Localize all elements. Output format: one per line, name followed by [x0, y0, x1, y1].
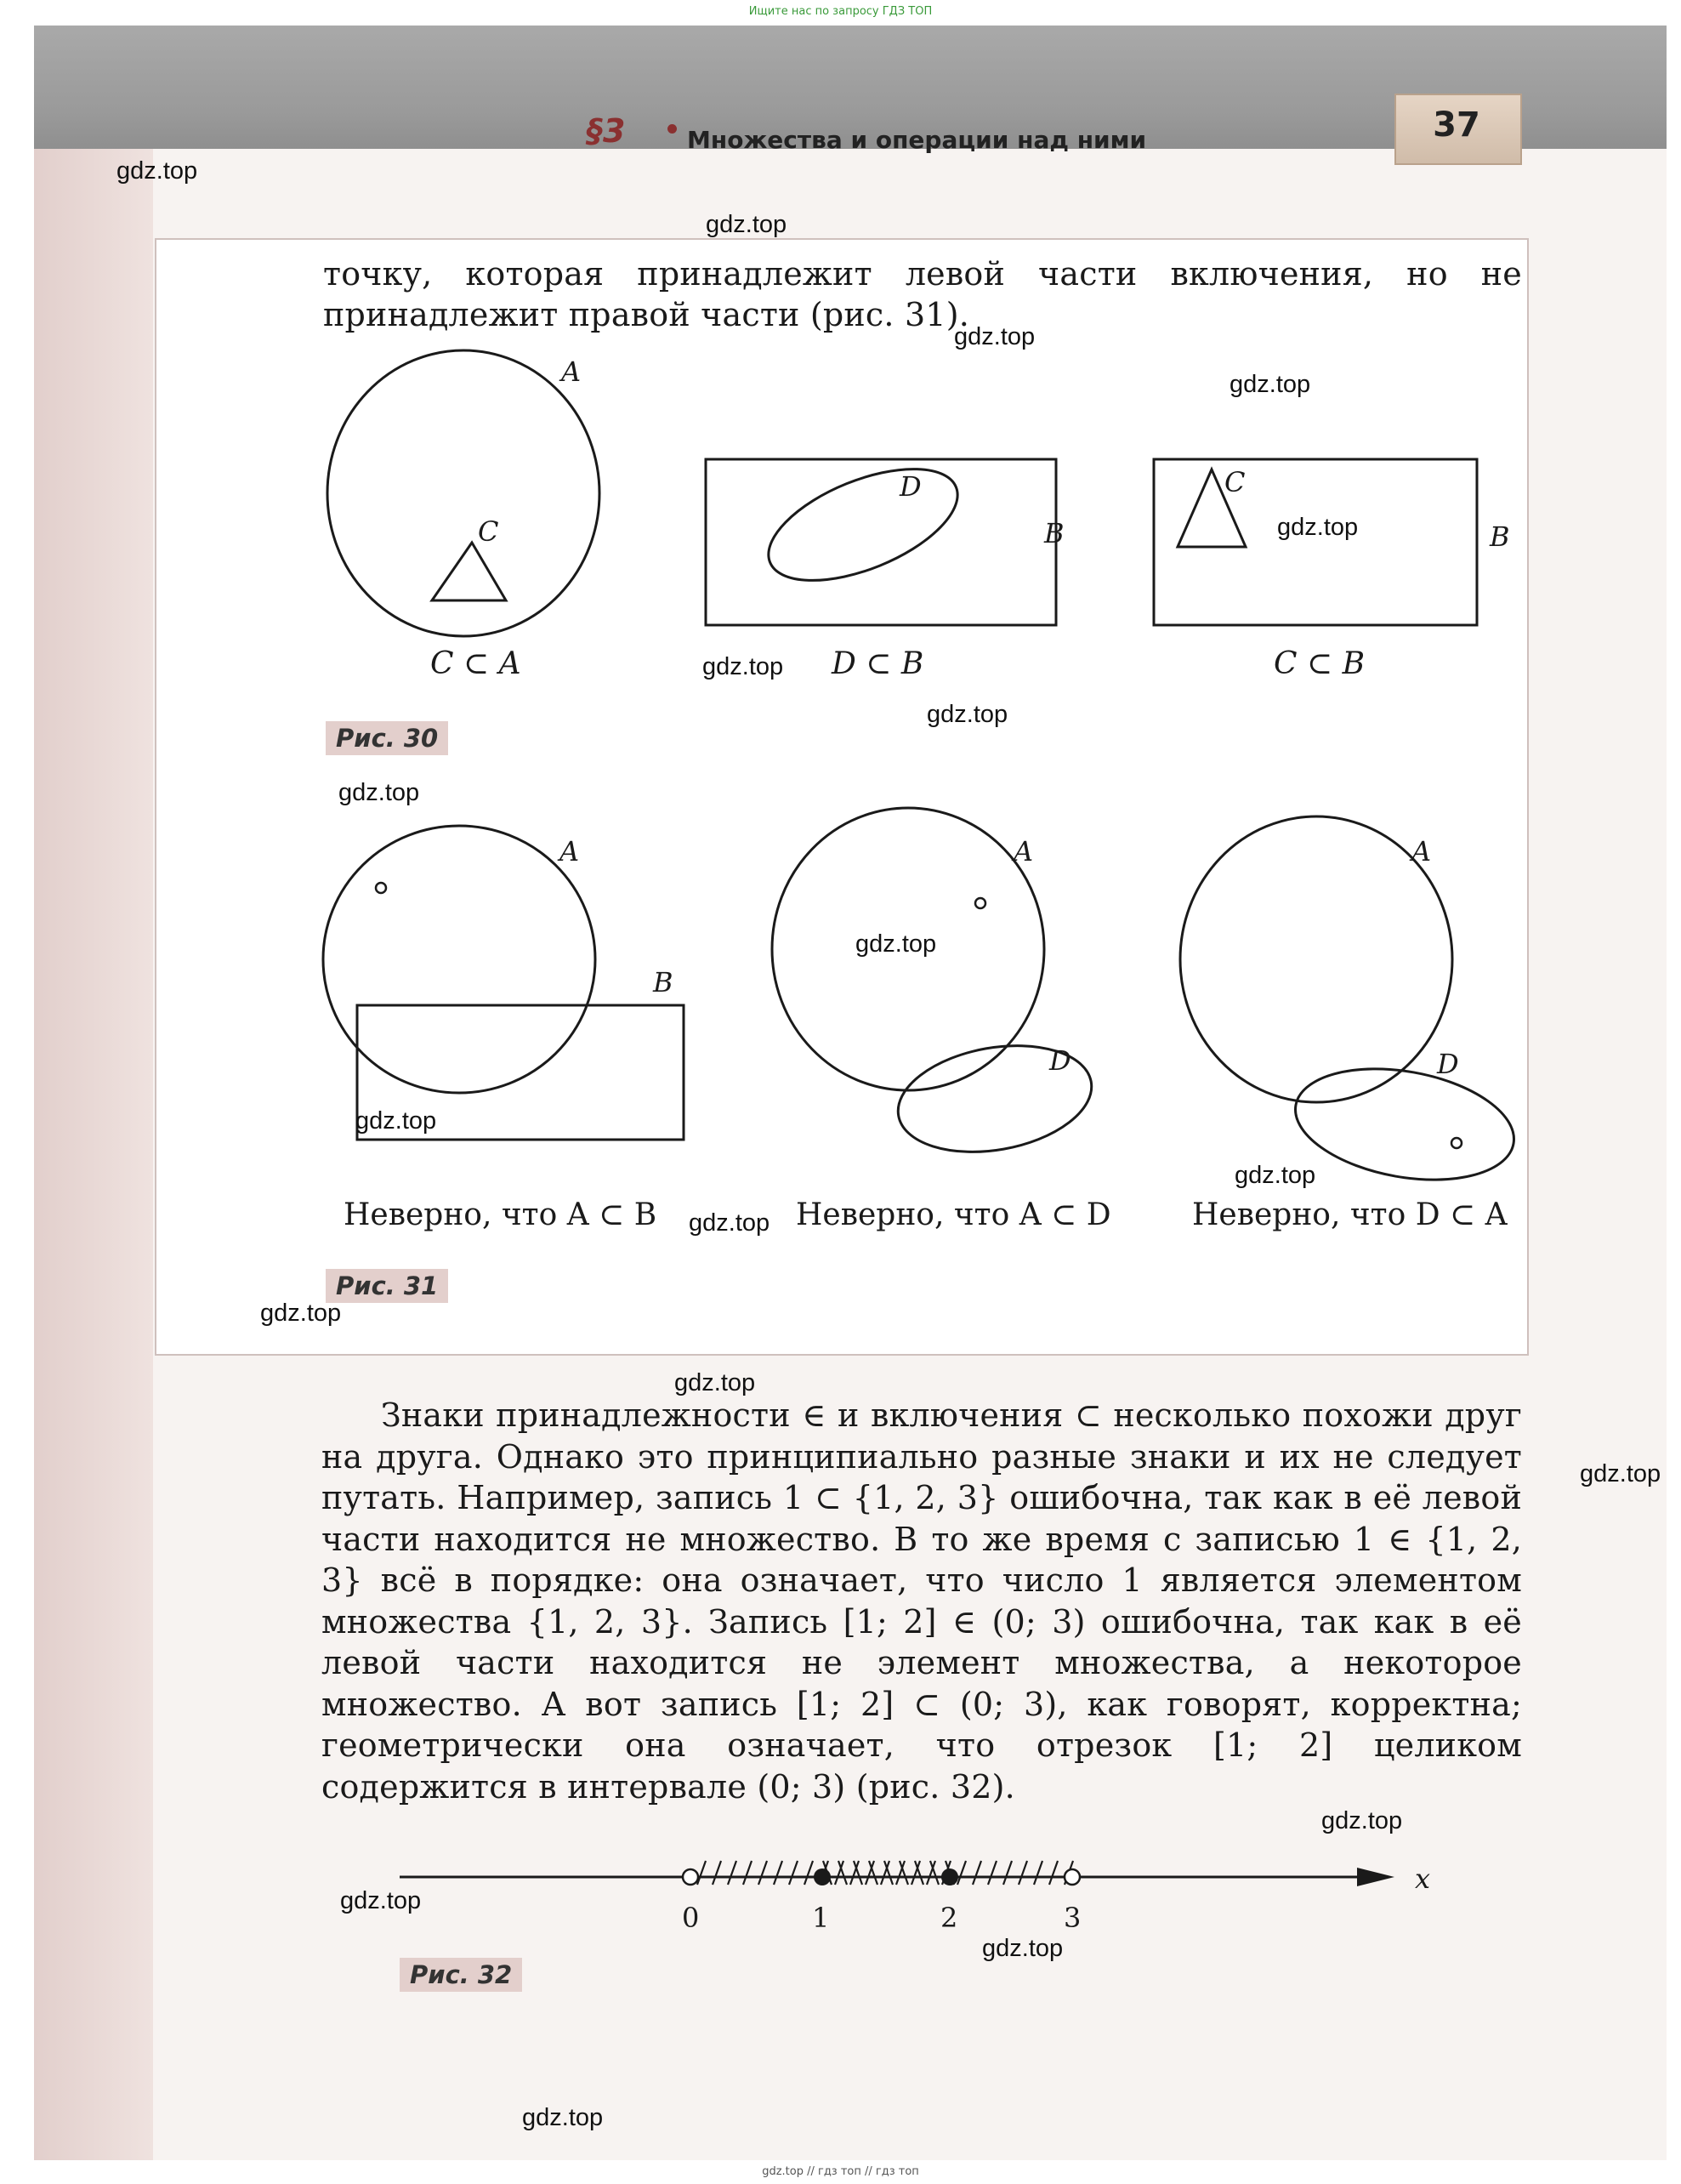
fig30-label-a: A — [561, 355, 582, 388]
fig32-point-0 — [683, 1869, 698, 1885]
watermark: gdz.top — [674, 1369, 756, 1396]
watermark: gdz.top — [522, 2104, 604, 2131]
watermark: gdz.top — [338, 779, 420, 806]
fig30-label-b: B — [1044, 517, 1065, 549]
watermark: gdz.top — [1235, 1162, 1316, 1189]
fig31-label-b: B — [653, 966, 673, 998]
fig30-caption-1: C ⊂ A — [430, 646, 521, 681]
fig31-label-a2: A — [1014, 835, 1034, 867]
fig31-label: Рис. 31 — [326, 1269, 448, 1303]
fig30-caption-2: D ⊂ B — [832, 646, 924, 681]
page-number: 37 — [1433, 105, 1480, 145]
fig32-tick-3: 3 — [1064, 1902, 1082, 1934]
watermark: gdz.top — [340, 1887, 422, 1914]
fig31-caption-2: Неверно, что A ⊂ D — [796, 1197, 1111, 1232]
fig31-label-a3: A — [1411, 835, 1432, 867]
watermark: gdz.top — [689, 1209, 770, 1237]
watermark: gdz.top — [1230, 371, 1311, 398]
watermark: gdz.top — [1277, 514, 1359, 541]
fig32-hatch — [697, 1861, 1073, 1885]
fig32-axis-label: x — [1415, 1863, 1431, 1895]
watermark: gdz.top — [855, 930, 937, 958]
fig32-tick-0: 0 — [682, 1902, 700, 1934]
watermark: gdz.top — [982, 1935, 1064, 1962]
section-title: Множества и операции над ними — [687, 126, 1147, 154]
fig32-axis-arrow — [1357, 1868, 1394, 1886]
watermark: gdz.top — [260, 1300, 342, 1327]
fig30-label-c: C — [478, 515, 499, 548]
watermark: gdz.top — [355, 1107, 437, 1135]
fig32-point-1 — [814, 1868, 831, 1885]
fig30-label-d: D — [900, 470, 922, 503]
watermark: gdz.top — [1321, 1807, 1403, 1834]
fig32-tick-2: 2 — [940, 1902, 958, 1934]
section-number: §3 — [587, 112, 626, 150]
fig32-tick-1: 1 — [812, 1902, 830, 1934]
fig31-caption-3: Неверно, что D ⊂ A — [1192, 1197, 1508, 1232]
watermark: gdz.top — [954, 323, 1036, 350]
fig31-label-a1: A — [559, 835, 580, 867]
fig31-label-d2: D — [1049, 1044, 1071, 1077]
watermark: gdz.top — [702, 653, 784, 680]
watermark: gdz.top — [706, 211, 787, 238]
watermark: gdz.top — [1580, 1460, 1661, 1487]
paragraph-1: точку, которая принадлежит левой части включения, но не принадлежит правой части (рис. 31). — [323, 255, 1522, 333]
fig31-label-d3: D — [1437, 1048, 1459, 1080]
fig32-point-3 — [1065, 1869, 1080, 1885]
bottom-note: gdz.top // гдз топ // гдз топ — [762, 2165, 919, 2178]
fig31-caption-1: Неверно, что A ⊂ B — [344, 1197, 657, 1232]
watermark: gdz.top — [116, 157, 198, 185]
fig32-point-2 — [941, 1868, 958, 1885]
fig30-label-b2: B — [1490, 520, 1510, 553]
fig30-caption-3: C ⊂ B — [1274, 646, 1366, 681]
fig32-label: Рис. 32 — [400, 1958, 522, 1992]
fig30-label-c2: C — [1224, 466, 1246, 498]
watermark: gdz.top — [927, 701, 1008, 728]
top-note: Ищите нас по запросу ГДЗ ТОП — [748, 5, 933, 18]
fig30-label: Рис. 30 — [326, 721, 448, 755]
paragraph-2-text: Знаки принадлежности ∈ и включения ⊂ несколько похожи друг на друга. Однако это принципиально разные знаки и их не следует путать. Например, запись 1 ⊂ {1, 2, 3} ошибочна, так как в её левой части находится не множество. В то же время с записью 1 ∈ {1, 2, 3} всё в порядке: она означает, что число 1 является элементом множества {1, 2, 3}. Запись [1; 2] ∈ (0; 3) ошибочна, так как в её левой части находится не элемент множества, а некоторое множество. А вот запись [1; 2] ⊂ (0; 3), как говорят, корректна; геометрически она означает, что отрезок [1; 2] целиком содержится в интервале (0; 3) (рис. 32). — [321, 1396, 1522, 1806]
